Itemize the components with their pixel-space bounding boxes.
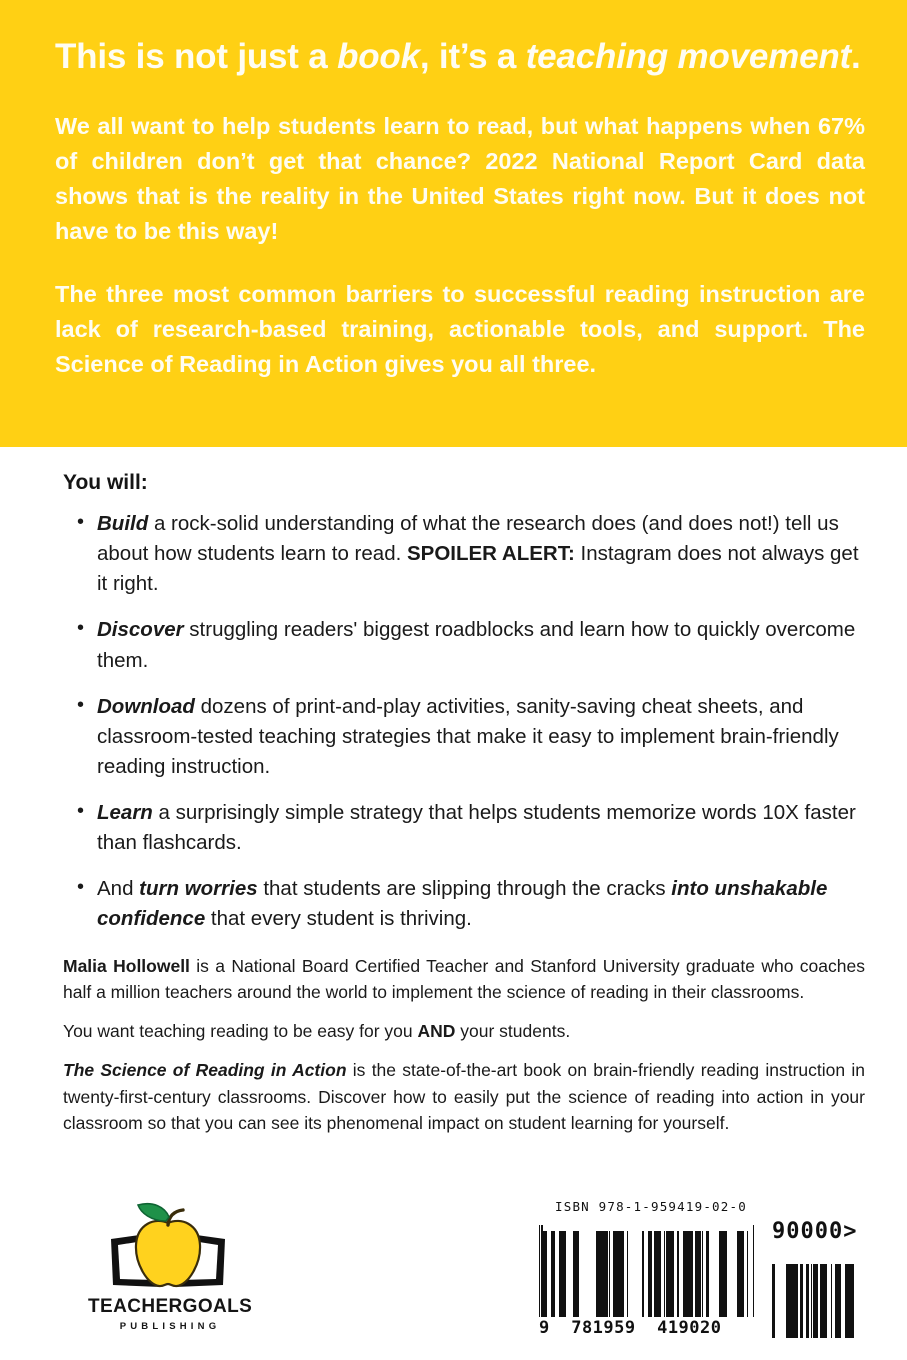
list-item	[97, 509, 865, 599]
list-item	[97, 798, 865, 858]
hero-panel	[0, 0, 907, 447]
benefit-text-a: dozens of print-and-play activities, sanity-saving cheat sheets, and classroom-tested teaching strategies that make it easy to implement brain-friendly reading instruction.	[97, 694, 839, 778]
benefit-em-turn-worries: turn worries	[139, 877, 258, 901]
teachergoals-apple-book-icon	[103, 1201, 233, 1293]
book-pitch	[63, 1057, 865, 1136]
ean13-bars	[539, 1225, 754, 1317]
author-bio-text: is a National Board Certified Teacher and Stanford University graduate who coaches half a million teachers around the world to implement the science of reading in their classrooms.	[63, 955, 865, 1002]
author-bio	[63, 953, 865, 1006]
benefit-lead-discover: Discover	[97, 618, 184, 642]
ean13-barcode	[539, 1225, 754, 1338]
headline-text-3: .	[851, 37, 861, 76]
benefit-mid: that students are slipping through the cracks	[257, 877, 672, 901]
list-item	[97, 874, 865, 934]
promise-bold-and: AND	[417, 1021, 456, 1041]
closing-section	[0, 953, 907, 1137]
benefit-lead-build: Build	[97, 512, 149, 535]
headline-text-2: , it’s a	[419, 37, 526, 76]
benefit-lead-learn: Learn	[97, 801, 153, 824]
benefit-suffix: that every student is thriving.	[205, 907, 472, 931]
publisher-subtitle: PUBLISHING	[119, 1321, 221, 1332]
benefit-bold-spoiler: SPOILER ALERT:	[406, 542, 575, 566]
footer	[0, 1170, 907, 1360]
headline-emphasis-book: book	[337, 37, 420, 76]
ean5-bars	[772, 1246, 854, 1338]
benefit-text-a: a surprisingly simple strategy that helps students memorize words 10X faster than flashcards.	[97, 801, 856, 855]
book-title: The Science of Reading in Action	[63, 1060, 347, 1081]
benefit-text-a: struggling readers' biggest roadblocks and learn how to quickly overcome them.	[97, 618, 856, 672]
barcode-block	[539, 1199, 869, 1338]
ean13-digits: 9 781959 419020	[539, 1318, 722, 1338]
benefits-list	[63, 509, 865, 935]
benefits-section	[0, 447, 907, 935]
list-item	[97, 615, 865, 675]
publisher-logo	[88, 1201, 253, 1332]
promise-text-b: your students.	[455, 1021, 571, 1041]
isbn-text: ISBN 978-1-959419-02-0	[555, 1199, 747, 1214]
headline-emphasis-movement: teaching movement	[525, 37, 852, 76]
ean5-digits: 90000>	[772, 1219, 858, 1244]
benefit-lead-download: Download	[97, 694, 195, 718]
benefit-prefix: And	[97, 877, 140, 901]
benefits-heading: You will:	[63, 471, 148, 494]
benefit-em-unshakable-confidence: into unshakable confidence	[97, 877, 828, 931]
benefit-text-a: a rock-solid understanding of what the research does (and does not!) tell us about how students learn to read.	[97, 512, 839, 566]
ean5-addon-barcode	[772, 1219, 858, 1338]
page-title	[55, 36, 865, 77]
list-item	[97, 692, 865, 782]
headline-text-1: This is not just a	[55, 37, 338, 76]
hero-paragraph-barriers: The three most common barriers to successful reading instruction are lack of research-based training, actionable tools, and support. The Science of Reading in Action gives you all three.	[55, 281, 865, 378]
hero-paragraph-statistics: We all want to help students learn to read, but what happens when 67% of children don’t get that chance? 2022 National Report Card data shows that is the reality in the United States right now. But it does not have to be this way!	[55, 113, 865, 245]
barcode-group	[539, 1219, 869, 1338]
benefit-text-b: Instagram does not always get it right.	[97, 542, 859, 596]
promise-line	[63, 1018, 865, 1044]
publisher-name: TEACHERGOALS	[88, 1296, 253, 1317]
author-name: Malia Hollowell	[63, 955, 190, 976]
promise-text-a: You want teaching reading to be easy for you	[63, 1021, 418, 1041]
book-pitch-text: is the state-of-the-art book on brain-friendly reading instruction in twenty-first-century classrooms. Discover how to easily put the science of reading into action in your classroom so that you can see its phenomenal impact on student learning for yourself.	[63, 1060, 865, 1133]
